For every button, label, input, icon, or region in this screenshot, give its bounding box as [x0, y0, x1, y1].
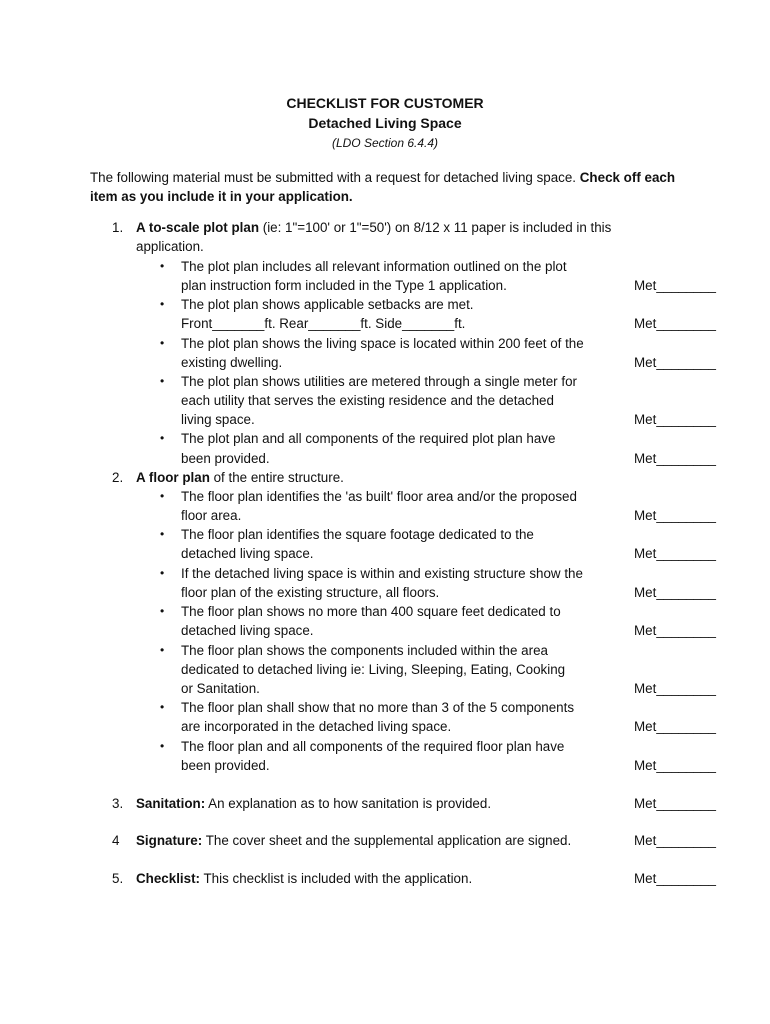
met-blank: Met________ — [634, 412, 716, 427]
met-blank: Met________ — [634, 719, 716, 734]
item-number: 5. — [112, 871, 124, 886]
bullet-icon: • — [160, 643, 165, 657]
bullet-line: dedicated to detached living ie: Living, Sleeping, Eating, Cooking — [181, 662, 566, 677]
bullet-line: each utility that serves the existing residence and the detached — [181, 393, 554, 408]
bullet-icon: • — [160, 336, 165, 350]
bullet-line: or Sanitation. — [181, 681, 260, 696]
item-text: of the entire structure. — [209, 470, 344, 485]
bullet-line: The plot plan shows the living space is located within 200 feet of the — [181, 336, 584, 351]
met-blank: Met________ — [634, 278, 716, 293]
bullet-line: detached living space. — [181, 546, 314, 561]
item-bold-label: A floor plan — [136, 470, 210, 485]
section-reference: (LDO Section 6.4.4) — [331, 136, 439, 150]
bullet-icon: • — [160, 527, 165, 541]
item-heading — [136, 794, 491, 813]
bullet-line: The floor plan shows no more than 400 square feet dedicated to — [181, 604, 561, 619]
bullet-line: Front_______ft. Rear_______ft. Side_______ft. — [181, 316, 466, 331]
bullet-line: plan instruction form included in the Type 1 application. — [181, 278, 507, 293]
met-blank: Met________ — [634, 451, 716, 466]
bullet-line: The floor plan and all components of the required floor plan have — [181, 739, 565, 754]
intro-paragraph — [90, 168, 690, 206]
bullet-line: been provided. — [181, 758, 270, 773]
bullet-line: floor plan of the existing structure, all floors. — [181, 585, 440, 600]
met-blank: Met________ — [634, 796, 716, 811]
item-text: This checklist is included with the application. — [200, 871, 473, 886]
bullet-line: existing dwelling. — [181, 355, 283, 370]
bullet-line: The plot plan shows applicable setbacks are met. — [181, 297, 474, 312]
bullet-line: been provided. — [181, 451, 270, 466]
page-title: CHECKLIST FOR CUSTOMER — [286, 95, 484, 111]
bullet-line: The floor plan identifies the square footage dedicated to the — [181, 527, 534, 542]
met-blank: Met________ — [634, 871, 716, 886]
item-number: 3. — [112, 796, 124, 811]
bullet-line: The plot plan and all components of the required plot plan have — [181, 431, 556, 446]
item-bold-label: Sanitation: — [136, 796, 206, 811]
bullet-line: are incorporated in the detached living space. — [181, 719, 452, 734]
bullet-icon: • — [160, 739, 165, 753]
item-number: 2. — [112, 470, 124, 485]
bullet-line: living space. — [181, 412, 255, 427]
item-heading — [136, 218, 611, 237]
bullet-line: The plot plan includes all relevant information outlined on the plot — [181, 259, 567, 274]
met-blank: Met________ — [634, 508, 716, 523]
item-number: 1. — [112, 220, 124, 235]
page-subtitle: Detached Living Space — [308, 115, 462, 131]
met-blank: Met________ — [634, 833, 716, 848]
met-blank: Met________ — [634, 623, 716, 638]
met-blank: Met________ — [634, 546, 716, 561]
intro-text: The following material must be submitted with a request for detached living space. — [90, 170, 580, 185]
item-text-continued: application. — [136, 239, 204, 254]
bullet-icon: • — [160, 489, 165, 503]
bullet-icon: • — [160, 431, 165, 445]
item-text: An explanation as to how sanitation is provided. — [205, 796, 492, 811]
bullet-icon: • — [160, 604, 165, 618]
bullet-line: The floor plan shall show that no more than 3 of the 5 components — [181, 700, 575, 715]
bullet-line: The floor plan shows the components included within the area — [181, 643, 548, 658]
bullet-line: detached living space. — [181, 623, 314, 638]
item-heading — [136, 831, 571, 850]
item-bold-label: A to-scale plot plan — [136, 220, 260, 235]
bullet-line: The floor plan identifies the 'as built' floor area and/or the proposed — [181, 489, 577, 504]
bullet-icon: • — [160, 297, 165, 311]
bullet-line: The plot plan shows utilities are metered through a single meter for — [181, 374, 577, 389]
met-blank: Met________ — [634, 758, 716, 773]
item-number: 4 — [112, 833, 120, 848]
bullet-line: floor area. — [181, 508, 242, 523]
item-text: The cover sheet and the supplemental application are signed. — [202, 833, 572, 848]
item-text: (ie: 1"=100' or 1"=50') on 8/12 x 11 paper is included in this — [259, 220, 612, 235]
met-blank: Met________ — [634, 355, 716, 370]
met-blank: Met________ — [634, 585, 716, 600]
bullet-icon: • — [160, 566, 165, 580]
bullet-icon: • — [160, 374, 165, 388]
item-bold-label: Signature: — [136, 833, 203, 848]
item-heading — [136, 869, 472, 888]
bullet-icon: • — [160, 700, 165, 714]
met-blank: Met________ — [634, 681, 716, 696]
item-heading — [136, 468, 344, 487]
intro-bold-text: Check off each item as you include it in your application. — [90, 170, 676, 204]
item-bold-label: Checklist: — [136, 871, 200, 886]
bullet-icon: • — [160, 259, 165, 273]
bullet-line: If the detached living space is within and existing structure show the — [181, 566, 583, 581]
met-blank: Met________ — [634, 316, 716, 331]
